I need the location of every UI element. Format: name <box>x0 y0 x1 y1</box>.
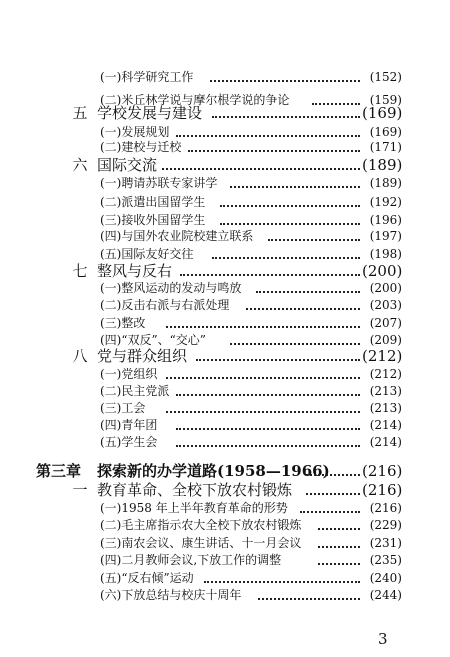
toc-page-ref: (171) <box>369 140 402 154</box>
toc-page-ref: (231) <box>369 536 402 550</box>
dot-leader <box>318 563 360 565</box>
toc-title: (二)建校与迁校 <box>100 140 182 154</box>
dot-leader <box>318 546 360 548</box>
toc-page-ref: (200) <box>369 281 402 295</box>
toc-title: (一)聘请苏联专家讲学 <box>100 176 218 190</box>
toc-title: (六)下放总结与校庆十周年 <box>100 588 242 602</box>
toc-page-ref: (203) <box>369 298 402 312</box>
toc-page-ref: (192) <box>369 195 402 209</box>
toc-page-ref: (216) <box>369 501 402 515</box>
dot-leader <box>268 239 360 241</box>
toc-title: (一)整风运动的发动与鸣放 <box>100 281 242 295</box>
toc-section-number: 八 <box>72 347 88 365</box>
dot-leader <box>166 411 360 413</box>
toc-page-ref: (244) <box>369 588 402 602</box>
toc-title: (四)“双反”、“交心” <box>100 333 206 347</box>
toc-page-ref: (152) <box>369 70 402 84</box>
page-number: 3 <box>378 630 388 648</box>
dot-leader <box>300 511 360 513</box>
toc-title: (四)二月教师会议,下放工作的调整 <box>100 553 282 567</box>
toc-title: (二)毛主席指示农大全校下放农村锻炼 <box>100 518 302 532</box>
dot-leader <box>230 186 360 188</box>
dot-leader <box>220 205 360 207</box>
toc-chapter-number: 第三章 <box>36 462 82 480</box>
toc-title: (四)与国外农业院校建立联系 <box>100 229 254 243</box>
toc-page-ref: (216) <box>362 481 403 499</box>
dot-leader <box>196 359 360 361</box>
toc-page-ref: (235) <box>369 553 402 567</box>
dot-leader <box>246 308 360 310</box>
toc-page-ref: (200) <box>362 262 403 280</box>
dot-leader <box>212 116 360 118</box>
toc-title: (四)青年团 <box>100 418 158 432</box>
dot-leader <box>162 168 360 170</box>
toc-title: (一)发展规划 <box>100 125 170 139</box>
dot-leader <box>306 474 360 476</box>
toc-title: (二)米丘林学说与摩尔根学说的争论 <box>100 93 290 107</box>
toc-page-ref: (169) <box>369 125 402 139</box>
toc-page-ref: (159) <box>369 93 402 107</box>
dot-leader <box>258 598 360 600</box>
toc-title: (一)1958 年上半年教育革命的形势 <box>100 501 288 515</box>
toc-title: 整风与反右 <box>97 262 173 280</box>
toc-page-ref: (229) <box>369 518 402 532</box>
toc-page-ref: (196) <box>369 213 402 227</box>
dot-leader <box>212 257 360 259</box>
toc-title: (二)民主党派 <box>100 384 170 398</box>
toc-title: (三)工会 <box>100 401 146 415</box>
toc-title: 党与群众组织 <box>97 347 188 365</box>
toc-title: 学校发展与建设 <box>97 104 203 122</box>
toc-page-ref: (213) <box>369 401 402 415</box>
dot-leader <box>176 394 360 396</box>
dot-leader <box>176 428 360 430</box>
toc-page-ref: (214) <box>369 418 402 432</box>
toc-title: 国际交流 <box>97 156 158 174</box>
toc-title: (一)科学研究工作 <box>100 70 194 84</box>
dot-leader <box>180 274 360 276</box>
toc-page-ref: (198) <box>369 247 402 261</box>
toc-subsection <box>0 584 450 606</box>
toc-title: (一)党组织 <box>100 367 158 381</box>
dot-leader <box>176 445 360 447</box>
toc-page-ref: (189) <box>362 156 403 174</box>
toc-page-ref: (212) <box>369 367 402 381</box>
toc-title: (三)南农会议、康生讲话、十一月会议 <box>100 536 302 550</box>
toc-page-ref: (213) <box>369 384 402 398</box>
toc-title: (五)国际友好交往 <box>100 247 194 261</box>
toc-title: (二)反击右派与右派处理 <box>100 298 230 312</box>
toc-page-ref: (214) <box>369 435 402 449</box>
toc-title: 探索新的办学道路(1958—1966) <box>97 462 330 480</box>
dot-leader <box>306 493 360 495</box>
toc-title: (二)派遣出国留学生 <box>100 195 206 209</box>
dot-leader <box>204 581 360 583</box>
toc-page-ref: (197) <box>369 229 402 243</box>
toc-page-ref: (169) <box>362 104 403 122</box>
toc-page-ref: (209) <box>369 333 402 347</box>
toc-section-number: 六 <box>72 156 88 174</box>
dot-leader <box>188 150 360 152</box>
toc-page-ref: (212) <box>362 347 403 365</box>
toc-page-ref: (189) <box>369 176 402 190</box>
dot-leader <box>318 528 360 530</box>
dot-leader <box>166 326 360 328</box>
toc-title: (五)学生会 <box>100 435 158 449</box>
toc-section-number: 七 <box>72 262 88 280</box>
toc-page-ref: (207) <box>369 316 402 330</box>
toc-title: (五)“反右倾”运动 <box>100 571 194 585</box>
toc-subsection <box>0 431 450 453</box>
toc-title: (三)接收外国留学生 <box>100 213 206 227</box>
toc-title: 教育革命、全校下放农村锻炼 <box>97 481 293 499</box>
dot-leader <box>256 291 360 293</box>
toc-section-number: 一 <box>72 481 88 499</box>
toc-page-ref: (240) <box>369 571 402 585</box>
toc-subsection <box>0 66 450 88</box>
dot-leader <box>166 377 360 379</box>
dot-leader <box>210 80 360 82</box>
toc-page-ref: (216) <box>362 462 403 480</box>
toc-section-number: 五 <box>72 104 88 122</box>
toc-title: (三)整改 <box>100 316 146 330</box>
